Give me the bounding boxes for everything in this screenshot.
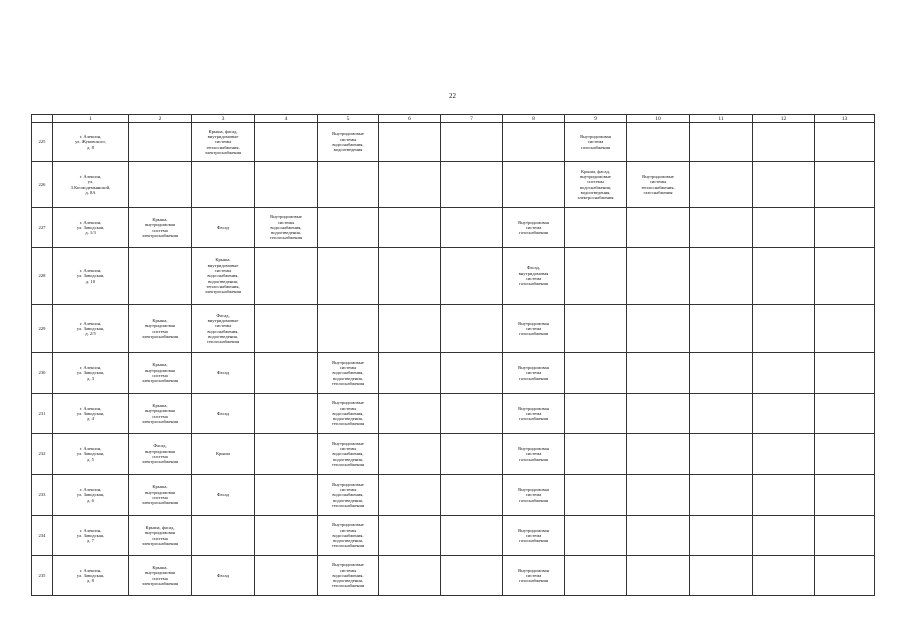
work-cell — [815, 162, 875, 208]
column-header: 3 — [192, 115, 255, 123]
work-cell — [129, 123, 192, 162]
cell-text: Внутридомовые системы водоснабжения, водоотведения, теплоснабжения — [331, 359, 365, 386]
work-cell — [753, 556, 815, 596]
cell-text: Фасад — [216, 370, 230, 376]
table-row — [32, 556, 875, 596]
work-cell — [565, 353, 627, 394]
work-cell — [503, 394, 565, 434]
work-cell — [503, 516, 565, 556]
work-cell — [503, 305, 565, 353]
cell-text: Внутридомовые системы теплоснабжения, газоснабжения — [641, 173, 675, 195]
work-cell — [318, 248, 379, 305]
work-cell — [565, 434, 627, 475]
work-cell — [627, 248, 690, 305]
work-cell — [815, 123, 875, 162]
address-cell — [53, 208, 129, 248]
work-cell — [129, 248, 192, 305]
work-cell — [690, 248, 753, 305]
column-header: 4 — [255, 115, 318, 123]
cell-text: Внутридомовая система газоснабжения — [518, 446, 549, 462]
work-cell — [565, 305, 627, 353]
cell-text: г. Алексин, ул. Заводская, д. 5 — [76, 446, 105, 462]
row-number: 235 — [32, 556, 53, 596]
cell-text: Внутридомовая система газоснабжения — [518, 365, 549, 381]
work-cell — [129, 208, 192, 248]
table-row — [32, 434, 875, 475]
cell-text: Крыша, фасад, внутридомовая система электроснабжения — [141, 524, 179, 546]
work-cell — [318, 353, 379, 394]
cell-text: г. Алексин, ул. Заводская, д. 1/3 — [76, 219, 105, 236]
page-number: 22 — [449, 92, 456, 100]
cell-text: г. Алексин, ул. 3.Космодемьянской, д. 8А — [70, 173, 111, 195]
table-row — [32, 248, 875, 305]
cell-text: Фасад — [216, 572, 230, 578]
work-cell — [255, 248, 318, 305]
work-cell — [815, 305, 875, 353]
cell-text: г. Алексин, ул. Заводская, д. 2/5 — [76, 320, 105, 337]
cell-text: Фасад, внутридомовые системы водоснабжения, водоотведения, теплоснабжения — [206, 312, 240, 345]
work-cell — [441, 248, 503, 305]
work-cell — [129, 434, 192, 475]
column-header: 5 — [318, 115, 379, 123]
work-cell — [192, 208, 255, 248]
work-cell — [192, 353, 255, 394]
work-cell — [441, 208, 503, 248]
work-cell — [565, 556, 627, 596]
cell-text: Внутридомовые системы водоснабжения, водоотведения, теплоснабжения — [269, 214, 303, 241]
work-cell — [565, 248, 627, 305]
cell-text: г. Алексин, ул. Заводская, д. 3 — [76, 365, 105, 381]
work-cell — [753, 353, 815, 394]
work-cell — [627, 353, 690, 394]
address-cell — [53, 162, 129, 208]
cell-text: Внутридомовая система газоснабжения — [518, 487, 549, 503]
column-header: 8 — [503, 115, 565, 123]
cell-text: Крыша, внутридомовая система электроснабжения — [141, 216, 179, 238]
work-cell — [815, 434, 875, 475]
address-cell — [53, 475, 129, 516]
work-cell — [815, 475, 875, 516]
work-cell — [318, 434, 379, 475]
row-number: 227 — [32, 208, 53, 248]
cell-text: Внутридомовые системы водоснабжения, водоотведения — [332, 131, 364, 153]
work-cell — [255, 123, 318, 162]
work-cell — [255, 556, 318, 596]
address-cell — [53, 353, 129, 394]
work-cell — [318, 475, 379, 516]
work-cell — [441, 305, 503, 353]
row-number: 232 — [32, 434, 53, 475]
cell-text: Внутридомовая система газоснабжения — [518, 567, 549, 584]
work-cell — [318, 556, 379, 596]
repair-schedule-table — [31, 114, 875, 596]
cell-text: г. Алексин, ул. Заводская, д. 6 — [76, 487, 105, 503]
work-cell — [318, 162, 379, 208]
cell-text: Крыша, внутридомовые системы водоснабжения, водоотведения, теплоснабжения, электроснабжения — [204, 257, 242, 295]
cell-text: Фасад, внутридомовая система электроснабжения — [141, 443, 179, 465]
work-cell — [565, 394, 627, 434]
work-cell — [690, 208, 753, 248]
work-cell — [379, 162, 441, 208]
cell-text: г. Алексин, ул. Жуковского, д. 8 — [75, 134, 106, 150]
work-cell — [379, 394, 441, 434]
work-cell — [753, 248, 815, 305]
work-cell — [627, 208, 690, 248]
row-number: 231 — [32, 394, 53, 434]
work-cell — [815, 248, 875, 305]
row-number: 226 — [32, 162, 53, 208]
cell-text: г. Алексин, ул. Заводская, д. 10 — [76, 268, 105, 284]
work-cell — [503, 353, 565, 394]
column-header: 6 — [379, 115, 441, 123]
cell-text: Внутридомовые системы водоснабжения, водоотведения, теплоснабжения — [331, 522, 365, 549]
work-cell — [690, 123, 753, 162]
work-cell — [129, 475, 192, 516]
work-cell — [503, 248, 565, 305]
work-cell — [753, 162, 815, 208]
work-cell — [379, 208, 441, 248]
work-cell — [690, 162, 753, 208]
address-cell — [53, 248, 129, 305]
work-cell — [815, 556, 875, 596]
column-header: 10 — [627, 115, 690, 123]
cell-text: Крыша — [215, 451, 231, 457]
work-cell — [129, 516, 192, 556]
column-header: 12 — [753, 115, 815, 123]
table-row — [32, 353, 875, 394]
work-cell — [690, 353, 753, 394]
work-cell — [690, 434, 753, 475]
work-cell — [565, 162, 627, 208]
work-cell — [441, 434, 503, 475]
work-cell — [441, 394, 503, 434]
work-cell — [441, 353, 503, 394]
work-cell — [441, 123, 503, 162]
work-cell — [815, 353, 875, 394]
address-cell — [53, 305, 129, 353]
cell-text: Фасад — [216, 410, 230, 416]
work-cell — [565, 475, 627, 516]
work-cell — [129, 556, 192, 596]
table-row — [32, 516, 875, 556]
work-cell — [379, 516, 441, 556]
work-cell — [255, 208, 318, 248]
work-cell — [129, 353, 192, 394]
cell-text: Внутридомовая система газоснабжения — [518, 405, 549, 422]
table-header-row — [32, 115, 875, 123]
work-cell — [441, 475, 503, 516]
row-number: 234 — [32, 516, 53, 556]
row-number: 228 — [32, 248, 53, 305]
work-cell — [129, 305, 192, 353]
cell-text: Крыша, внутридомовая система электроснабжения — [141, 402, 179, 424]
table-row — [32, 162, 875, 208]
cell-text: Внутридомовая система газоснабжения — [518, 219, 549, 236]
column-header: 7 — [441, 115, 503, 123]
work-cell — [627, 475, 690, 516]
column-header: 2 — [129, 115, 192, 123]
work-cell — [318, 516, 379, 556]
work-cell — [565, 516, 627, 556]
cell-text: Внутридомовая система газоснабжения — [580, 134, 611, 150]
work-cell — [690, 556, 753, 596]
work-cell — [255, 394, 318, 434]
address-cell — [53, 434, 129, 475]
cell-text: Крыша, фасад, внутридомовые системы водоснабжения, водоотведения, электроснабжения — [577, 168, 614, 201]
cell-text: Внутридомовые системы водоснабжения, водоотведения, теплоснабжения — [331, 440, 365, 467]
cell-text: г. Алексин, ул. Заводская, д. 8 — [76, 567, 105, 584]
row-number: 229 — [32, 305, 53, 353]
work-cell — [318, 394, 379, 434]
work-cell — [379, 305, 441, 353]
table-row — [32, 208, 875, 248]
work-cell — [379, 556, 441, 596]
header-cell-blank — [32, 115, 53, 123]
table-row — [32, 475, 875, 516]
work-cell — [690, 516, 753, 556]
address-cell — [53, 123, 129, 162]
work-cell — [129, 394, 192, 434]
work-cell — [690, 394, 753, 434]
work-cell — [627, 162, 690, 208]
work-cell — [503, 434, 565, 475]
cell-text: Внутридомовая система газоснабжения — [518, 320, 549, 337]
cell-text: Внутридомовые системы водоснабжения, водоотведения, теплоснабжения — [331, 562, 365, 589]
column-header: 11 — [690, 115, 753, 123]
row-number: 225 — [32, 123, 53, 162]
work-cell — [627, 516, 690, 556]
cell-text: Крыша, внутридомовая система электроснабжения — [141, 317, 179, 339]
work-cell — [192, 123, 255, 162]
work-cell — [379, 123, 441, 162]
work-cell — [255, 475, 318, 516]
work-cell — [565, 123, 627, 162]
address-cell — [53, 394, 129, 434]
work-cell — [503, 556, 565, 596]
work-cell — [192, 394, 255, 434]
cell-text: Крыша, внутридомовая система электроснабжения — [141, 564, 179, 586]
cell-text: г. Алексин, ул. Заводская, д. 7 — [76, 527, 105, 544]
work-cell — [379, 248, 441, 305]
column-header: 13 — [815, 115, 875, 123]
cell-text: Внутридомовые системы водоснабжения, водоотведения, теплоснабжения — [331, 481, 365, 508]
work-cell — [753, 516, 815, 556]
work-cell — [753, 394, 815, 434]
work-cell — [192, 516, 255, 556]
work-cell — [627, 123, 690, 162]
work-cell — [255, 516, 318, 556]
work-cell — [627, 394, 690, 434]
work-cell — [503, 208, 565, 248]
work-cell — [441, 162, 503, 208]
work-cell — [627, 434, 690, 475]
table-row — [32, 394, 875, 434]
work-cell — [318, 123, 379, 162]
column-header: 1 — [53, 115, 129, 123]
work-cell — [255, 353, 318, 394]
work-cell — [129, 162, 192, 208]
table-row — [32, 123, 875, 162]
work-cell — [753, 434, 815, 475]
cell-text: г. Алексин, ул. Заводская, д. 4 — [76, 405, 105, 422]
work-cell — [815, 208, 875, 248]
table-row — [32, 305, 875, 353]
address-cell — [53, 556, 129, 596]
work-cell — [255, 434, 318, 475]
work-cell — [627, 305, 690, 353]
work-cell — [379, 475, 441, 516]
address-cell — [53, 516, 129, 556]
work-cell — [192, 475, 255, 516]
row-number: 230 — [32, 353, 53, 394]
work-cell — [379, 353, 441, 394]
work-cell — [503, 475, 565, 516]
work-cell — [318, 305, 379, 353]
work-cell — [255, 162, 318, 208]
cell-text: Крыша, внутридомовая система электроснабжения — [141, 362, 179, 384]
work-cell — [815, 516, 875, 556]
work-cell — [441, 516, 503, 556]
work-cell — [192, 556, 255, 596]
work-cell — [255, 305, 318, 353]
cell-text: Крыша, внутридомовая система электроснабжения — [141, 484, 179, 506]
work-cell — [753, 208, 815, 248]
work-cell — [503, 162, 565, 208]
work-cell — [753, 305, 815, 353]
cell-text: Фасад — [216, 224, 230, 230]
row-number: 233 — [32, 475, 53, 516]
work-cell — [318, 208, 379, 248]
work-cell — [192, 305, 255, 353]
work-cell — [815, 394, 875, 434]
work-cell — [192, 248, 255, 305]
work-cell — [379, 434, 441, 475]
cell-text: Фасад, внутридомовая система газоснабжения — [518, 265, 549, 287]
cell-text: Фасад — [216, 492, 230, 498]
work-cell — [192, 434, 255, 475]
cell-text: Внутридомовая система газоснабжения — [518, 527, 549, 544]
work-cell — [690, 305, 753, 353]
work-cell — [192, 162, 255, 208]
work-cell — [753, 123, 815, 162]
work-cell — [441, 556, 503, 596]
column-header: 9 — [565, 115, 627, 123]
work-cell — [753, 475, 815, 516]
work-cell — [565, 208, 627, 248]
work-cell — [627, 556, 690, 596]
cell-text: Внутридомовые системы водоснабжения, водоотведения, теплоснабжения — [331, 400, 365, 427]
cell-text: Крыша, фасад, внутридомовые системы теплоснабжения, электроснабжения — [204, 128, 242, 155]
work-cell — [503, 123, 565, 162]
work-cell — [690, 475, 753, 516]
